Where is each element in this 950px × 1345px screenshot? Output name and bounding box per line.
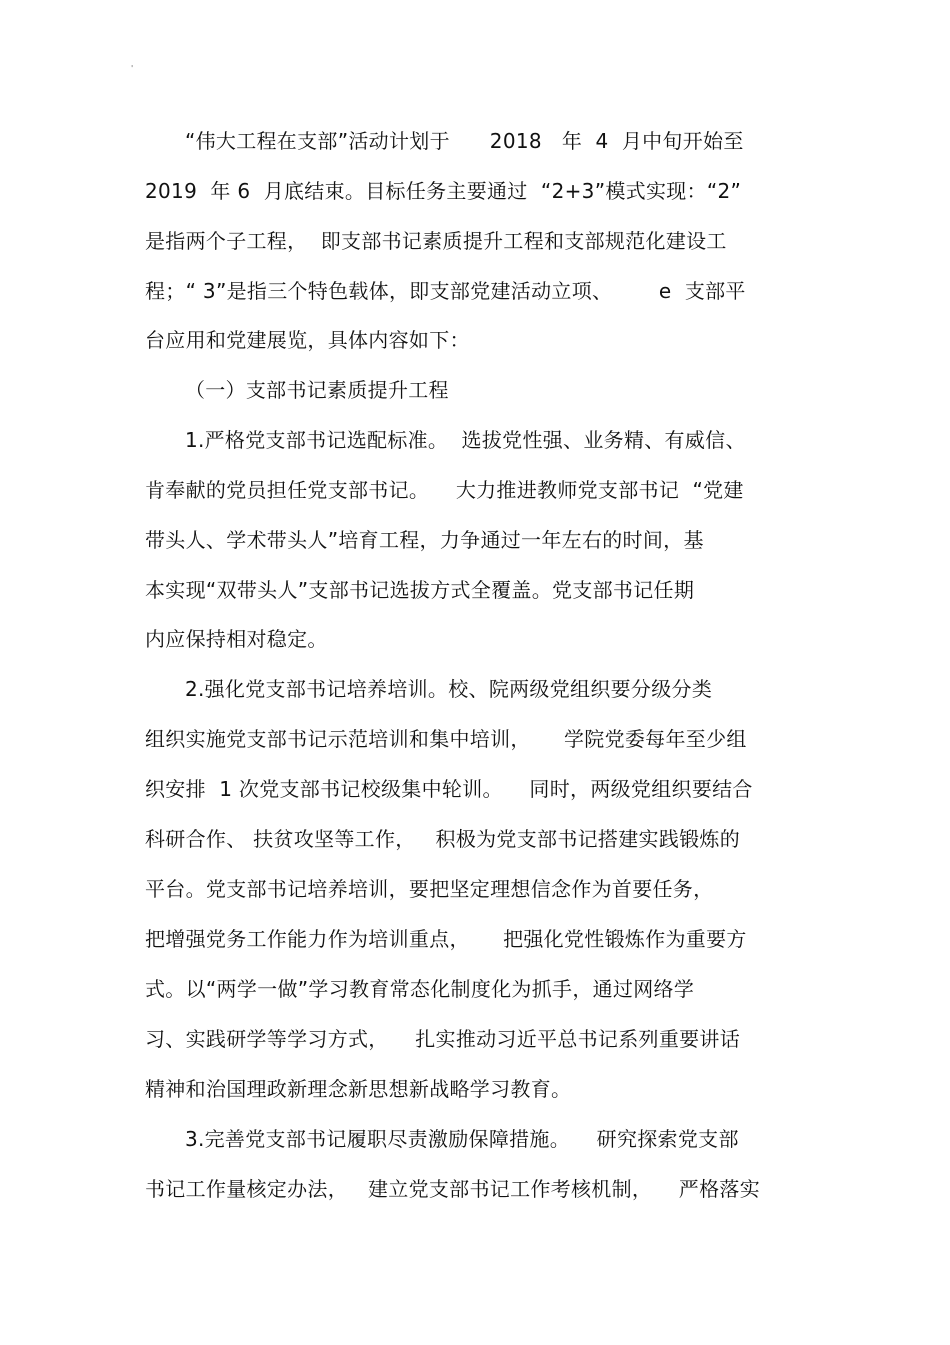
text-line: 书记工作量核定办法， 建立党支部书记工作考核机制， 严格落实 bbox=[145, 1177, 761, 1201]
section-heading: （一）支部书记素质提升工程 bbox=[145, 378, 449, 402]
text-line: 习、实践研学等学习方式， 扎实推动习近平总书记系列重要讲话 bbox=[145, 1027, 741, 1051]
text-line: 肯奉献的党员担任党支部书记。 大力推进教师党支部书记 “党建 bbox=[145, 478, 744, 502]
text-line: 组织实施党支部书记示范培训和集中培训， 学院党委每年至少组 bbox=[145, 727, 747, 751]
text-line: 式。以“两学一做”学习教育常态化制度化为抓手，通过网络学 bbox=[145, 977, 695, 1001]
stray-mark: ' bbox=[131, 64, 134, 73]
text-line: 1.严格党支部书记选配标准。 选拔党性强、业务精、有威信、 bbox=[145, 428, 746, 452]
text-line: 台应用和党建展览，具体内容如下： bbox=[145, 328, 470, 352]
text-line: 是指两个子工程， 即支部书记素质提升工程和支部规范化建设工 bbox=[145, 229, 727, 253]
text-line: 平台。党支部书记培养培训，要把坚定理想信念作为首要任务， bbox=[145, 877, 714, 901]
text-line: 本实现“双带头人”支部书记选拔方式全覆盖。党支部书记任期 bbox=[145, 578, 695, 602]
text-line: 科研合作、 扶贫攻坚等工作， 积极为党支部书记搭建实践锻炼的 bbox=[145, 827, 741, 851]
text-line: “伟大工程在支部”活动计划于 2018 年 4 月中旬开始至 bbox=[145, 129, 744, 153]
text-line: 内应保持相对稳定。 bbox=[145, 627, 328, 651]
text-line: 精神和治国理政新理念新思想新战略学习教育。 bbox=[145, 1077, 572, 1101]
text-line: 2019 年 6 月底结束。目标任务主要通过 “2+3”模式实现：“2” bbox=[145, 179, 742, 203]
text-line: 2.强化党支部书记培养培训。校、院两级党组织要分级分类 bbox=[145, 677, 713, 701]
text-line: 带头人、学术带头人”培育工程，力争通过一年左右的时间，基 bbox=[145, 528, 704, 552]
text-line: 把增强党务工作能力作为培训重点， 把强化党性锻炼作为重要方 bbox=[145, 927, 747, 951]
text-line: 3.完善党支部书记履职尽责激励保障措施。 研究探索党支部 bbox=[145, 1127, 739, 1151]
text-line: 程；“ 3”是指三个特色载体，即支部党建活动立项、 e 支部平 bbox=[145, 279, 746, 303]
text-line: 织安排 1 次党支部书记校级集中轮训。 同时，两级党组织要结合 bbox=[145, 777, 753, 801]
